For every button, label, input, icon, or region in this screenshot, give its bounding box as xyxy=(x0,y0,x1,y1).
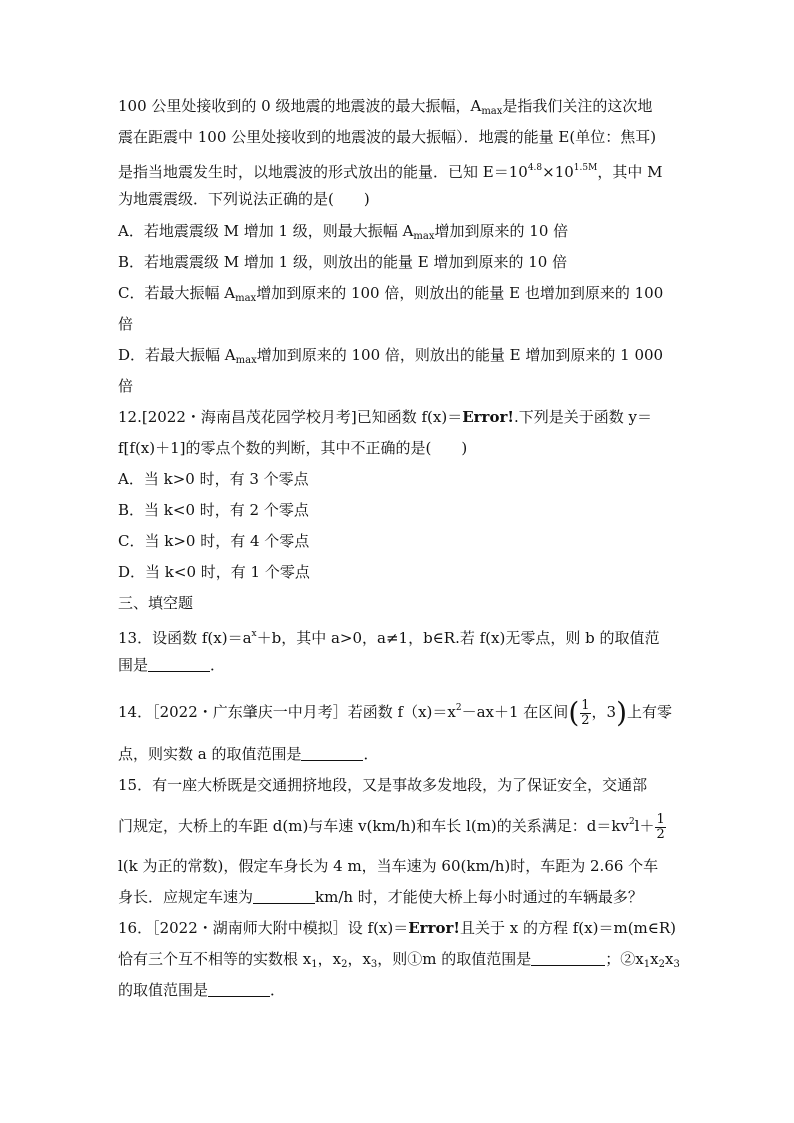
text: 14．［2022・广东肇庆一中月考］若函数 f（x)＝x xyxy=(118,703,456,721)
q15-line-4 xyxy=(118,887,643,907)
text: 12.[2022・海南昌茂花园学校月考]已知函数 f(x)＝ xyxy=(118,408,463,426)
text: ，3 xyxy=(591,703,617,721)
q11-line-2: 震在距震中 100 公里处接收到的地震波的最大振幅）．地震的能量 E(单位：焦耳) xyxy=(118,128,657,146)
q11-option-a xyxy=(118,221,568,247)
text: ． xyxy=(270,981,286,999)
text: l＋ xyxy=(634,817,655,835)
subscript: 3 xyxy=(370,959,378,970)
q11-line-1 xyxy=(118,96,652,122)
q12-option-c: C．当 k>0 时，有 4 个零点 xyxy=(118,532,310,550)
q15-line-1: 15．有一座大桥既是交通拥挤地段，又是事故多发地段，为了保证安全，交通部 xyxy=(118,776,648,794)
q13-line-1 xyxy=(118,624,659,648)
subscript: max xyxy=(235,293,257,304)
denominator: 2 xyxy=(581,712,590,728)
text: ，x xyxy=(347,950,371,968)
q12-line-1 xyxy=(118,407,652,427)
text: 的取值范围是 xyxy=(118,981,209,999)
subscript: 3 xyxy=(673,959,680,970)
text: x xyxy=(664,950,674,968)
right-paren: ) xyxy=(616,696,628,729)
left-paren: ( xyxy=(568,696,580,729)
text: ，其中 M xyxy=(597,163,663,181)
q14-line-2 xyxy=(118,744,379,764)
text: C．若最大振幅 A xyxy=(118,284,236,302)
text: ． xyxy=(210,656,226,674)
text: 恰有三个互不相等的实数根 x xyxy=(118,950,312,968)
text: ；②x xyxy=(605,950,644,968)
text: 16．［2022・湖南师大附中模拟］设 f(x)＝ xyxy=(118,919,409,937)
q15-line-2 xyxy=(118,812,667,842)
superscript: 2 xyxy=(628,817,635,827)
fraction xyxy=(655,813,665,842)
q14-line-1 xyxy=(118,698,672,728)
answer-blank[interactable] xyxy=(253,889,315,904)
numerator: 1 xyxy=(656,811,665,827)
superscript: 1.5M xyxy=(573,163,598,173)
q11-option-c xyxy=(118,283,663,309)
q12-option-a: A．当 k>0 时，有 3 个零点 xyxy=(118,470,309,488)
q11-option-d-cont: 倍 xyxy=(118,377,134,395)
subscript: max xyxy=(481,106,503,117)
text: A．若地震震级 M 增加 1 级，则最大振幅 A xyxy=(118,222,414,240)
q12-option-b: B．当 k<0 时，有 2 个零点 xyxy=(118,501,309,519)
text: 100 公里处接收到的 0 级地震的地震波的最大振幅，A xyxy=(118,97,482,115)
q16-line-1 xyxy=(118,918,676,938)
q11-option-b: B．若地震震级 M 增加 1 级，则放出的能量 E 增加到原来的 10 倍 xyxy=(118,253,568,271)
text: 是指我们关注的这次地 xyxy=(502,97,653,115)
fraction xyxy=(580,699,590,728)
answer-blank[interactable] xyxy=(531,951,605,966)
text: 增加到原来的 10 倍 xyxy=(434,222,569,240)
text: ． xyxy=(363,745,379,763)
q13-line-2 xyxy=(118,655,225,675)
subscript: 2 xyxy=(658,959,665,970)
text: －ax＋1 在区间 xyxy=(461,703,569,721)
superscript: 2 xyxy=(455,703,462,713)
superscript: 4.8 xyxy=(527,163,543,173)
q11-option-c-cont: 倍 xyxy=(118,315,134,333)
text: 门规定，大桥上的车距 d(m)与车速 v(km/h)和车长 l(m)的关系满足：d＝kv xyxy=(118,817,629,835)
answer-blank[interactable] xyxy=(208,982,270,997)
subscript: max xyxy=(413,231,435,242)
text: x xyxy=(650,950,659,968)
text: 上有零 xyxy=(627,703,673,721)
q16-line-3 xyxy=(118,980,285,1000)
text: km/h 时，才能使大桥上每小时通过的车辆最多？ xyxy=(315,888,643,906)
text: ×10 xyxy=(542,163,574,181)
subscript: 1 xyxy=(311,959,318,970)
answer-blank[interactable] xyxy=(301,746,363,761)
error-text: Error! xyxy=(462,408,514,426)
q15-line-3: l(k 为正的常数)，假定车身长为 4 m，当车速为 60(km/h)时，车距为 2.66 个车 xyxy=(118,857,659,875)
text: ＋b，其中 a>0，a≠1，b∈R.若 f(x)无零点，则 b 的取值范 xyxy=(256,629,660,647)
numerator: 1 xyxy=(581,697,590,713)
text: ，则①m 的取值范围是 xyxy=(377,950,532,968)
q11-line-4: 为地震震级．下列说法正确的是( ) xyxy=(118,190,370,208)
q12-option-d: D．当 k<0 时，有 1 个零点 xyxy=(118,563,310,581)
subscript: max xyxy=(235,355,257,366)
q12-line-2: f[f(x)＋1]的零点个数的判断，其中不正确的是( ) xyxy=(118,439,468,457)
text: 身长．应规定车速为 xyxy=(118,888,254,906)
text: 是指当地震发生时，以地震波的形式放出的能量．已知 E＝10 xyxy=(118,163,528,181)
text: 增加到原来的 100 倍，则放出的能量 E 增加到原来的 1 000 xyxy=(256,346,664,364)
text: ，x xyxy=(317,950,342,968)
text: 13．设函数 f(x)＝a xyxy=(118,629,252,647)
q11-line-3 xyxy=(118,158,662,182)
subscript: 2 xyxy=(341,959,348,970)
text: .下列是关于函数 y＝ xyxy=(513,408,652,426)
text: 增加到原来的 100 倍，则放出的能量 E 也增加到原来的 100 xyxy=(256,284,664,302)
text: 点，则实数 a 的取值范围是 xyxy=(118,745,302,763)
answer-blank[interactable] xyxy=(148,657,210,672)
q16-line-2 xyxy=(118,949,680,975)
text: 且关于 x 的方程 f(x)＝m(m∈R) xyxy=(459,919,677,937)
text: D．若最大振幅 A xyxy=(118,346,236,364)
superscript: x xyxy=(251,629,257,639)
subscript: 1 xyxy=(643,959,651,970)
q11-option-d xyxy=(118,345,663,371)
text: 围是 xyxy=(118,656,149,674)
section-heading: 三、填空题 xyxy=(118,594,194,612)
denominator: 2 xyxy=(656,826,665,842)
error-text: Error! xyxy=(408,919,460,937)
